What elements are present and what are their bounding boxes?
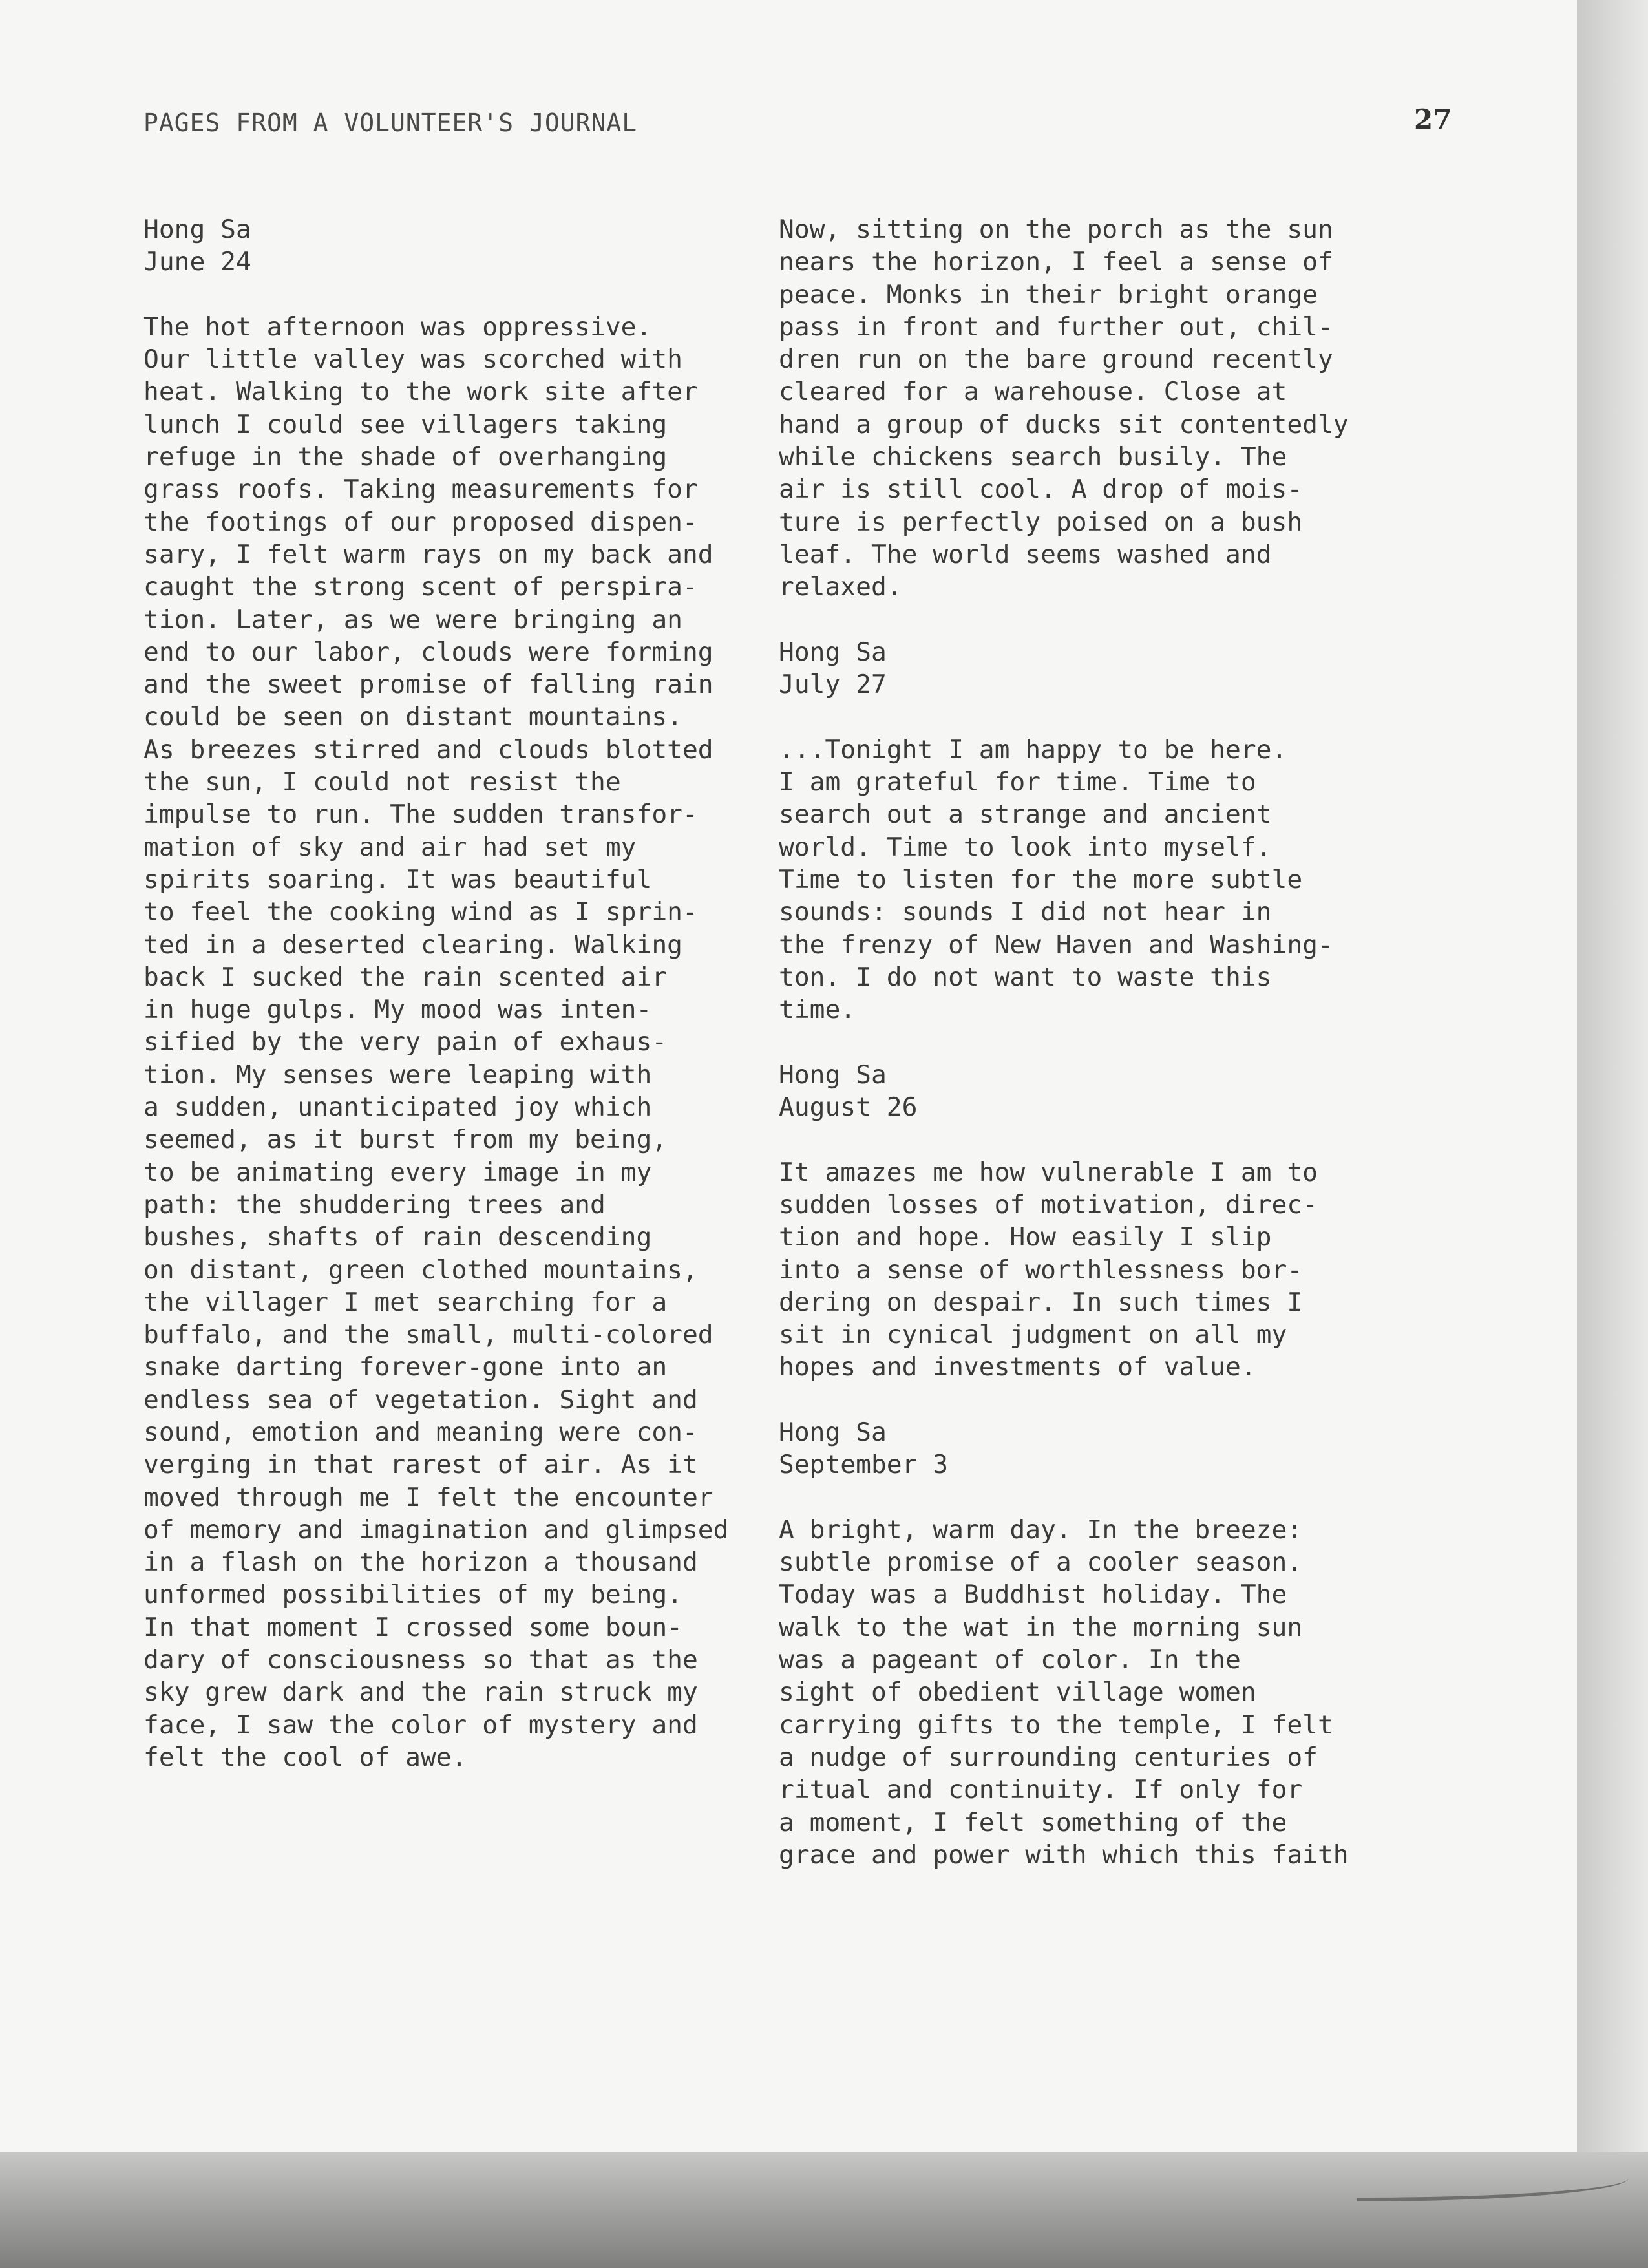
text-line: cleared for a warehouse. Close at [779, 377, 1287, 407]
entry-date: August 26 [779, 1092, 918, 1123]
text-line: time. [779, 995, 856, 1025]
text-line: ...Tonight I am happy to be here. [779, 734, 1287, 765]
text-line: bushes, shafts of rain descending [143, 1222, 652, 1253]
text-line: sit in cynical judgment on all my [779, 1320, 1287, 1350]
text-line: tion. Later, as we were bringing an [143, 604, 682, 635]
text-line: relaxed. [779, 572, 902, 602]
page-number: 27 [1414, 103, 1452, 135]
text-line: lunch I could see villagers taking [143, 409, 668, 440]
text-line: dren run on the bare ground recently [779, 344, 1333, 375]
text-line: endless sea of vegetation. Sight and [143, 1384, 698, 1415]
text-line: hopes and investments of value. [779, 1352, 1256, 1383]
text-line: The hot afternoon was oppressive. [143, 312, 652, 342]
text-line: of memory and imagination and glimpsed [143, 1514, 729, 1545]
text-line: in a flash on the horizon a thousand [143, 1547, 698, 1578]
text-line: snake darting forever-gone into an [143, 1352, 668, 1383]
text-line: into a sense of worthlessness bor- [779, 1255, 1303, 1285]
text-line: sary, I felt warm rays on my back and [143, 539, 713, 569]
text-line: world. Time to look into myself. [779, 832, 1272, 862]
text-line: walk to the wat in the morning sun [779, 1612, 1303, 1642]
entry-continuation [779, 213, 1349, 604]
text-line: peace. Monks in their bright orange [779, 279, 1318, 310]
text-line: a moment, I felt something of the [779, 1807, 1287, 1838]
text-line: in huge gulps. My mood was inten- [143, 995, 652, 1025]
text-line: Today was a Buddhist holiday. The [779, 1580, 1287, 1610]
text-line: leaf. The world seems washed and [779, 539, 1272, 569]
journal-entry [143, 213, 728, 1774]
entry-date: June 24 [143, 247, 251, 277]
text-line: nears the horizon, I feel a sense of [779, 247, 1333, 277]
text-line: the sun, I could not resist the [143, 767, 621, 798]
text-line: spirits soaring. It was beautiful [143, 864, 652, 895]
text-line: As breezes stirred and clouds blotted [143, 734, 713, 765]
entry-body [779, 734, 1349, 1026]
text-line: Now, sitting on the porch as the sun [779, 215, 1333, 244]
text-line: face, I saw the color of mystery and [143, 1710, 698, 1740]
text-line: pass in front and further out, chil- [779, 312, 1333, 342]
text-line: moved through me I felt the encounter [143, 1482, 713, 1512]
entry-body [779, 1156, 1349, 1384]
text-line: air is still cool. A drop of mois- [779, 474, 1303, 505]
text-line: to be animating every image in my [143, 1157, 652, 1187]
text-line: sound, emotion and meaning were con- [143, 1417, 698, 1447]
entry-place: Hong Sa [143, 215, 251, 244]
entry-body [143, 311, 728, 1774]
text-line: and the sweet promise of falling rain [143, 670, 713, 700]
entry-heading [779, 1059, 1349, 1124]
text-line: subtle promise of a cooler season. [779, 1547, 1303, 1578]
text-line: while chickens search busily. The [779, 442, 1287, 472]
text-line: ted in a deserted clearing. Walking [143, 929, 682, 960]
entry-date: July 27 [779, 670, 887, 700]
entry-date: September 3 [779, 1450, 949, 1480]
text-line: was a pageant of color. In the [779, 1645, 1241, 1675]
text-line: Time to listen for the more subtle [779, 864, 1303, 895]
journal-entry [779, 636, 1349, 1026]
text-line: sudden losses of motivation, direc- [779, 1189, 1318, 1220]
entry-body [779, 1514, 1349, 1871]
text-line: hand a group of ducks sit contentedly [779, 409, 1349, 440]
text-line: a sudden, unanticipated joy which [143, 1092, 652, 1123]
text-line: to feel the cooking wind as I sprin- [143, 897, 698, 927]
scanner-bed-shadow [0, 2152, 1648, 2268]
text-line: could be seen on distant mountains. [143, 702, 682, 732]
entry-place: Hong Sa [779, 637, 887, 667]
text-line: caught the strong scent of perspira- [143, 572, 698, 602]
text-line: ton. I do not want to waste this [779, 962, 1272, 992]
text-line: It amazes me how vulnerable I am to [779, 1157, 1318, 1187]
text-line: dering on despair. In such times I [779, 1287, 1303, 1317]
journal-entry [779, 1416, 1349, 1871]
text-line: heat. Walking to the work site after [143, 377, 698, 407]
text-line: A bright, warm day. In the breeze: [779, 1514, 1303, 1545]
journal-entry [779, 1059, 1349, 1384]
text-line: sounds: sounds I did not hear in [779, 897, 1272, 927]
entry-heading [143, 213, 728, 279]
text-line: verging in that rarest of air. As it [143, 1450, 698, 1480]
text-line: back I sucked the rain scented air [143, 962, 668, 992]
text-line: a nudge of surrounding centuries of [779, 1742, 1318, 1772]
text-line: on distant, green clothed mountains, [143, 1255, 698, 1285]
entry-heading [779, 1416, 1349, 1481]
text-line: the frenzy of New Haven and Washing- [779, 929, 1333, 960]
left-column [143, 213, 728, 1807]
right-column [779, 213, 1349, 1903]
text-line: impulse to run. The sudden transfor- [143, 800, 698, 830]
text-line: ture is perfectly poised on a bush [779, 507, 1303, 537]
text-line: grass roofs. Taking measurements for [143, 474, 698, 505]
text-line: I am grateful for time. Time to [779, 767, 1256, 798]
text-line: sky grew dark and the rain struck my [143, 1677, 698, 1708]
text-line: felt the cool of awe. [143, 1742, 467, 1772]
text-line: dary of consciousness so that as the [143, 1645, 698, 1675]
text-line: path: the shuddering trees and [143, 1189, 606, 1220]
entry-heading [779, 636, 1349, 701]
text-line: mation of sky and air had set my [143, 832, 637, 862]
text-line: tion. My senses were leaping with [143, 1059, 652, 1090]
text-line: ritual and continuity. If only for [779, 1775, 1303, 1805]
text-line: refuge in the shade of overhanging [143, 442, 668, 472]
entry-place: Hong Sa [779, 1417, 887, 1447]
text-line: grace and power with which this faith [779, 1839, 1349, 1870]
text-line: unformed possibilities of my being. [143, 1580, 682, 1610]
page-edge-shadow [1577, 0, 1648, 2268]
text-line: Our little valley was scorched with [143, 344, 682, 375]
text-line: buffalo, and the small, multi-colored [143, 1320, 713, 1350]
text-line: In that moment I crossed some boun- [143, 1612, 682, 1642]
entry-place: Hong Sa [779, 1059, 887, 1090]
text-line: the villager I met searching for a [143, 1287, 668, 1317]
text-line: carrying gifts to the temple, I felt [779, 1710, 1333, 1740]
text-line: the footings of our proposed dispen- [143, 507, 698, 537]
text-line: sight of obedient village women [779, 1677, 1256, 1708]
text-line: end to our labor, clouds were forming [143, 637, 713, 667]
running-title: PAGES FROM A VOLUNTEER'S JOURNAL [143, 109, 638, 137]
text-line: sified by the very pain of exhaus- [143, 1027, 668, 1057]
text-line: search out a strange and ancient [779, 800, 1272, 830]
text-line: seemed, as it burst from my being, [143, 1125, 668, 1155]
text-line: tion and hope. How easily I slip [779, 1222, 1272, 1253]
